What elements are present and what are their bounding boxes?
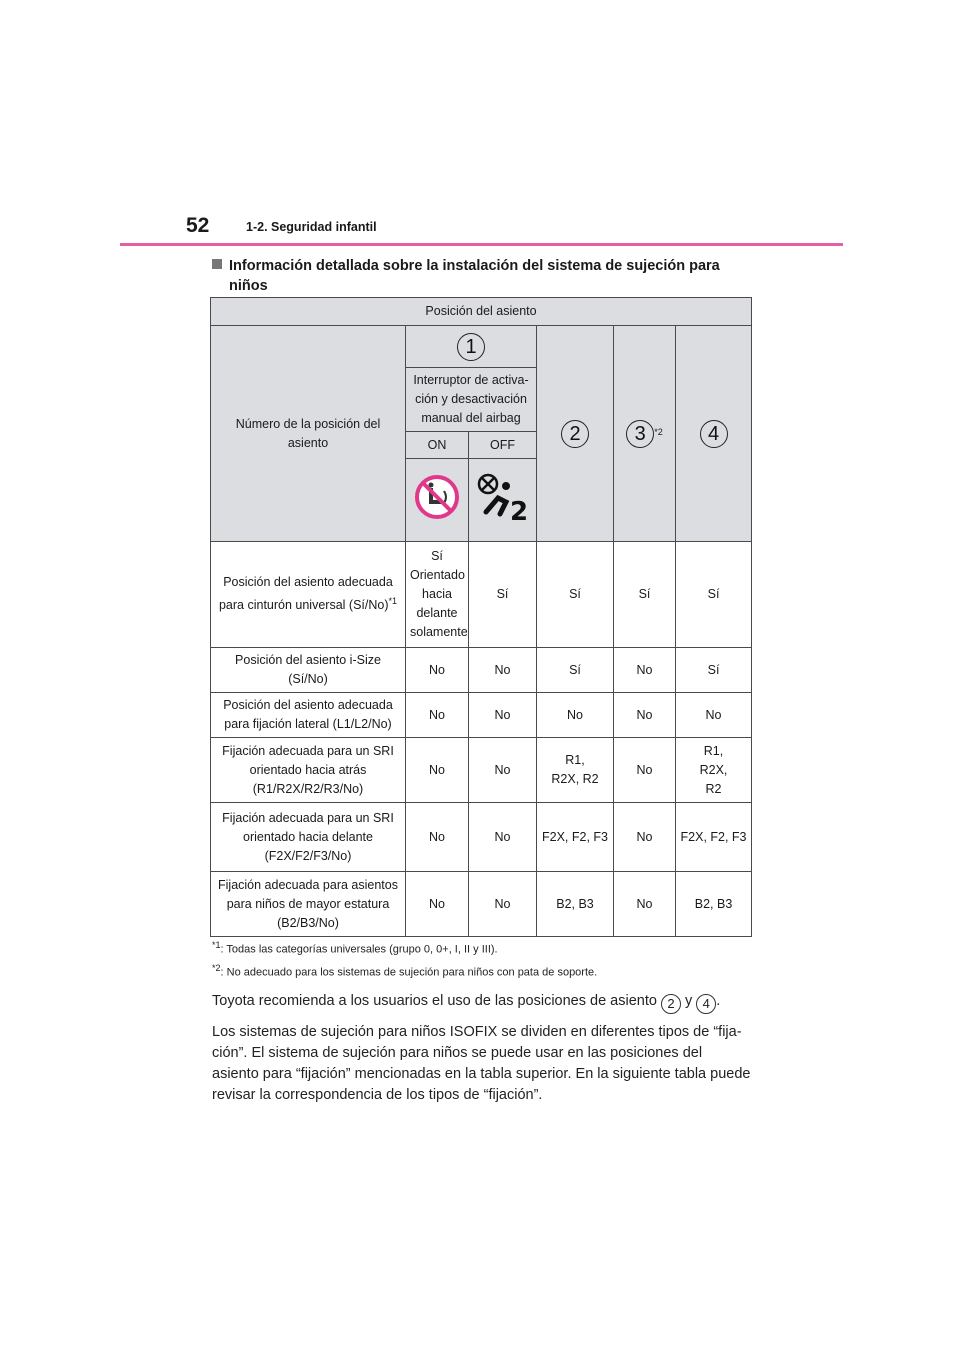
table-cell: No [406, 648, 469, 693]
table-cell: No [614, 738, 676, 803]
seat-2-circle-inline: 2 [661, 994, 681, 1014]
seat-1-header [406, 326, 537, 368]
table-cell: No [537, 693, 614, 738]
header-rule [120, 243, 843, 246]
row-label-note: *1 [388, 596, 398, 607]
seat-4-circle-inline: 4 [696, 994, 716, 1014]
airbag-on-label: ON [406, 432, 469, 459]
recommendation-paragraph: Toyota recomienda a los usuarios el uso de las posiciones de asiento 2 y 4 . [212, 991, 752, 1014]
svg-text:2: 2 [509, 497, 528, 522]
row-label-rear-facing: Fijación adecuada para un SRI orientado hacia atrás (R1/R2X/R2/R3/No) [211, 738, 406, 803]
table-cell: B2, B3 [676, 872, 752, 937]
table-cell: Sí [676, 648, 752, 693]
table-cell: No [614, 872, 676, 937]
table-cell: No [614, 648, 676, 693]
seat-position-table [210, 297, 752, 937]
section-title: 1-2. Seguridad infantil [246, 220, 377, 234]
airbag-switch-label: Interruptor de activa-ción y desactivación manual del airbag [406, 368, 537, 432]
table-cell: No [406, 738, 469, 803]
table-cell: R1, R2X, R2 [537, 738, 614, 803]
table-cell: No [469, 803, 537, 872]
table-cell: Sí [614, 542, 676, 648]
table-cell: Sí Orientado hacia delante solamente [406, 542, 469, 648]
table-cell: No [469, 738, 537, 803]
heading-line-2: niños [229, 278, 268, 294]
seat-3-note: *2 [654, 426, 663, 437]
table-cell: B2, B3 [537, 872, 614, 937]
section-heading [212, 256, 752, 296]
seat-4-circle: 4 [700, 420, 728, 448]
table-cell: No [406, 693, 469, 738]
table-cell: No [406, 872, 469, 937]
footnote-1: $^{*1}$: Todas las categorías universales (grupo 0, 0+, I, II y III). [212, 940, 498, 956]
isofix-paragraph: Los sistemas de sujeción para niños ISOFIX se dividen en diferentes tipos de “fija-ción”. El sistema de sujeción para niños se puede usar en las posiciones del asiento para “fijación” mencionadas en la tabla superior. En la siguiente tabla puede revisar la correspondencia de los tipos de “fijación”. [212, 1024, 751, 1103]
page-number: 52 [186, 214, 210, 237]
table-cell: Sí [676, 542, 752, 648]
row-label-forward-facing: Fijación adecuada para un SRI orientado hacia delante (F2X/F2/F3/No) [211, 803, 406, 872]
row-label-lateral-fixing: Posición del asiento adecuada para fijación lateral (L1/L2/No) [211, 693, 406, 738]
passenger-airbag-icon-cell [469, 459, 537, 542]
table-cell: R1, R2X, R2 [676, 738, 752, 803]
airbag-off-icon [414, 474, 460, 520]
seat-1-circle: 1 [457, 333, 485, 361]
seat-3-circle: 3 [626, 420, 654, 448]
seat-3-header [614, 326, 676, 542]
seat-number-label: Número de la posición del asiento [211, 326, 406, 542]
body-text [212, 991, 752, 1114]
table-cell: No [676, 693, 752, 738]
table-cell: No [469, 693, 537, 738]
table-cell: No [469, 872, 537, 937]
seat-2-header [537, 326, 614, 542]
footnotes [212, 940, 597, 985]
table-cell: F2X, F2, F3 [676, 803, 752, 872]
table-cell: F2X, F2, F3 [537, 803, 614, 872]
table-cell: No [469, 648, 537, 693]
table-cell: Sí [469, 542, 537, 648]
seat-2-circle: 2 [561, 420, 589, 448]
bullet-square-icon [212, 259, 222, 269]
table-cell: No [614, 803, 676, 872]
table-top-header: Posición del asiento [211, 298, 752, 326]
airbag-off-label: OFF [469, 432, 537, 459]
passenger-airbag-on-icon [476, 472, 530, 522]
table-cell: No [406, 803, 469, 872]
table-cell: Sí [537, 648, 614, 693]
table-cell: Sí [537, 542, 614, 648]
row-label-i-size: Posición del asiento i-Size (Sí/No) [211, 648, 406, 693]
heading-line-1: Información detallada sobre la instalación del sistema de sujeción para [229, 258, 720, 274]
table-cell: No [614, 693, 676, 738]
airbag-off-icon-cell [406, 459, 469, 542]
row-label-universal-belt: Posición del asiento adecuada para cinturón universal (Sí/No)$^{*1}$ [211, 542, 406, 648]
row-label-booster: Fijación adecuada para asientos para niños de mayor estatura (B2/B3/No) [211, 872, 406, 937]
seat-4-header [676, 326, 752, 542]
footnote-2: $^{*2}$: No adecuado para los sistemas de sujeción para niños con pata de soporte. [212, 962, 598, 979]
